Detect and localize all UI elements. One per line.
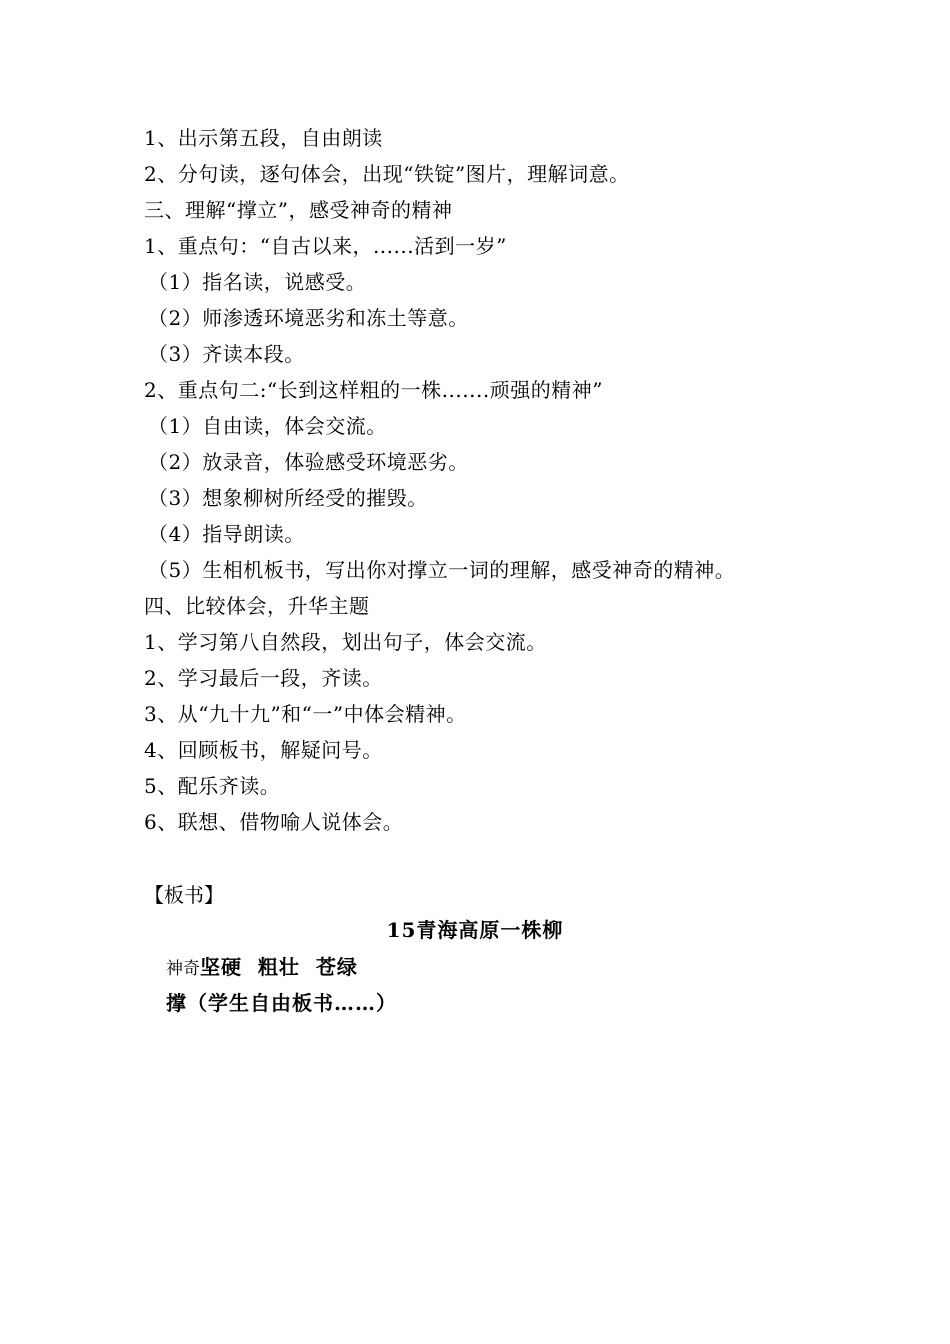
blackboard-label: 【板书】	[144, 883, 224, 907]
lesson-step-line: （1）指名读，说感受。	[148, 270, 367, 294]
lesson-step-line: （5）生相机板书，写出你对撑立一词的理解，感受神奇的精神。	[148, 558, 736, 582]
blackboard-row-1-words: 坚硬 粗壮 苍绿	[200, 955, 358, 979]
blackboard-row-2: 撑（学生自由板书……）	[166, 991, 397, 1015]
lesson-step-line: 1、学习第八自然段，划出句子，体会交流。	[144, 630, 547, 654]
lesson-step-line: 2、学习最后一段，齐读。	[144, 666, 383, 690]
lesson-step-line: （4）指导朗读。	[148, 522, 305, 546]
blackboard-title: 15青海高原一株柳	[386, 918, 564, 942]
lesson-step-line: （3）想象柳树所经受的摧毁。	[148, 486, 428, 510]
lesson-step-line: 四、比较体会，升华主题	[144, 594, 370, 618]
lesson-step-line: 4、回顾板书，解疑问号。	[144, 738, 383, 762]
lesson-step-line: （2）师渗透环境恶劣和冻土等意。	[148, 306, 469, 330]
lesson-step-line: （2）放录音，体验感受环境恶劣。	[148, 450, 469, 474]
lesson-step-line: 2、分句读，逐句体会，出现“铁锭”图片，理解词意。	[144, 162, 630, 186]
lesson-step-line: 2、重点句二:“长到这样粗的一株.......顽强的精神”	[144, 378, 603, 402]
blackboard-row-1	[166, 950, 358, 986]
lesson-step-line: （1）自由读，体会交流。	[148, 414, 387, 438]
lesson-step-line: 三、理解“撑立”，感受神奇的精神	[144, 198, 453, 222]
lesson-step-line: 1、重点句：“自古以来，......活到一岁”	[144, 234, 507, 258]
lesson-step-line: （3）齐读本段。	[148, 342, 305, 366]
blackboard-row-1-prefix: 神奇	[166, 959, 200, 979]
lesson-steps	[144, 120, 844, 840]
lesson-step-line: 5、配乐齐读。	[144, 774, 281, 798]
lesson-step-line: 6、联想、借物喻人说体会。	[144, 810, 404, 834]
lesson-step-line: 1、出示第五段，自由朗读	[144, 126, 383, 150]
lesson-step-line: 3、从“九十九”和“一”中体会精神。	[144, 702, 467, 726]
